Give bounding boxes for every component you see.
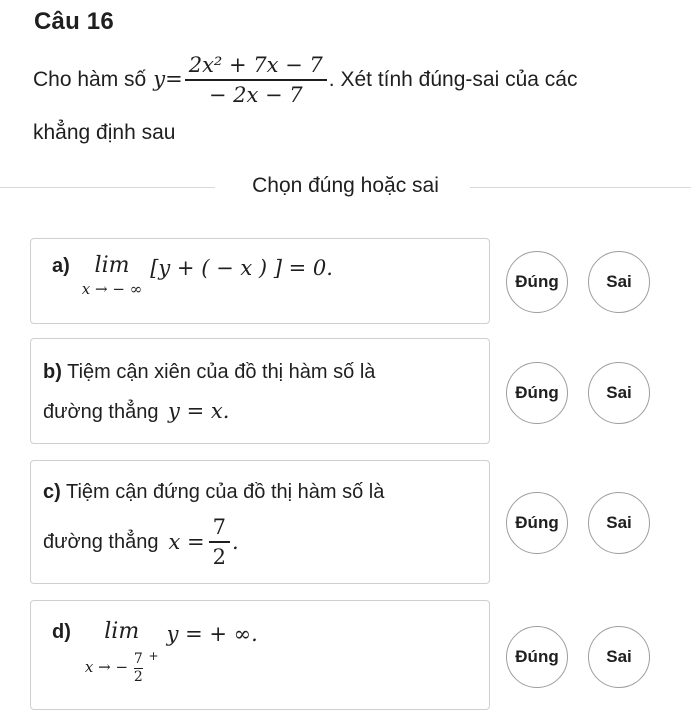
statement-b-text-1: Tiệm cận xiên của đồ thị hàm số là — [67, 361, 376, 383]
statement-c-frac-num: 7 — [212, 514, 226, 539]
statement-b-label: b) — [43, 361, 62, 383]
statement-d-content — [52, 621, 258, 684]
statement-card-d — [30, 600, 490, 710]
function-denominator: − 2x − 7 — [208, 83, 303, 107]
statement-c-true-button[interactable]: Đúng — [506, 492, 568, 554]
statement-a-lim: lim — [94, 253, 130, 278]
statement-a-expression: [y + ( − x ) ] = 0. — [150, 256, 333, 280]
statement-c-label: c) — [43, 481, 61, 503]
stem-suffix: . Xét tính đúng-sai của các — [328, 68, 578, 92]
stem-prefix: Cho hàm số — [33, 68, 147, 92]
statement-d-sub-frac-num: 7 — [133, 650, 143, 667]
statement-d-false-button[interactable]: Sai — [588, 626, 650, 688]
separator-label: Chọn đúng hoặc sai — [252, 174, 439, 197]
statement-a-lim-sub: x → − ∞ — [81, 280, 143, 298]
statement-d-sub-frac-den: 2 — [133, 668, 143, 685]
function-lhs: y= — [153, 67, 183, 92]
statement-d-expression: y = + ∞. — [166, 622, 258, 646]
statement-c-line-2 — [43, 509, 239, 575]
statement-card-a — [30, 238, 490, 324]
statement-c-math-lhs: x = — [168, 530, 205, 554]
statement-a-label: a) — [52, 255, 70, 277]
statement-b-false-button[interactable]: Sai — [588, 362, 650, 424]
statement-c-text-1: Tiệm cận đứng của đồ thị hàm số là — [66, 481, 385, 503]
statement-c-text-2: đường thẳng — [43, 530, 159, 553]
statement-b-true-button[interactable]: Đúng — [506, 362, 568, 424]
statement-d-limit — [85, 621, 159, 684]
stem-line-1 — [33, 44, 658, 116]
function-numerator: 2x² + 7x − 7 — [188, 52, 323, 77]
statement-b-line-1 — [43, 359, 375, 385]
function-fraction — [185, 53, 327, 107]
statement-c-frac-bar — [209, 541, 230, 543]
statement-d-lim: lim — [104, 619, 140, 644]
statement-c-fraction — [209, 515, 230, 569]
fraction-bar — [185, 79, 327, 81]
question-title: Câu 16 — [34, 8, 114, 35]
statement-d-true-button[interactable]: Đúng — [506, 626, 568, 688]
statement-c-frac-den: 2 — [212, 545, 226, 569]
section-separator — [0, 156, 691, 216]
question-stem — [33, 44, 658, 145]
statement-d-lim-sub — [85, 649, 159, 684]
statement-c-false-button[interactable]: Sai — [588, 492, 650, 554]
statement-b-math: y = x. — [168, 399, 230, 423]
statement-c-line-1 — [43, 479, 384, 505]
statement-d-sub-pre: x → − — [84, 658, 129, 676]
statement-a-content — [52, 255, 333, 298]
statement-b-text-2: đường thẳng — [43, 401, 159, 423]
separator-line-right — [470, 187, 691, 188]
statement-card-b — [30, 338, 490, 444]
statement-card-c — [30, 460, 490, 584]
statement-d-sub-fraction — [134, 652, 143, 684]
statement-a-true-button[interactable]: Đúng — [506, 251, 568, 313]
statement-c-math-end: . — [231, 530, 239, 554]
statement-d-label: d) — [52, 621, 71, 643]
statement-a-false-button[interactable]: Sai — [588, 251, 650, 313]
statement-a-limit — [82, 255, 142, 298]
statement-b-line-2 — [43, 398, 229, 425]
stem-line-2: khẳng định sau — [33, 121, 176, 144]
statement-d-sub-post: + — [148, 649, 159, 663]
